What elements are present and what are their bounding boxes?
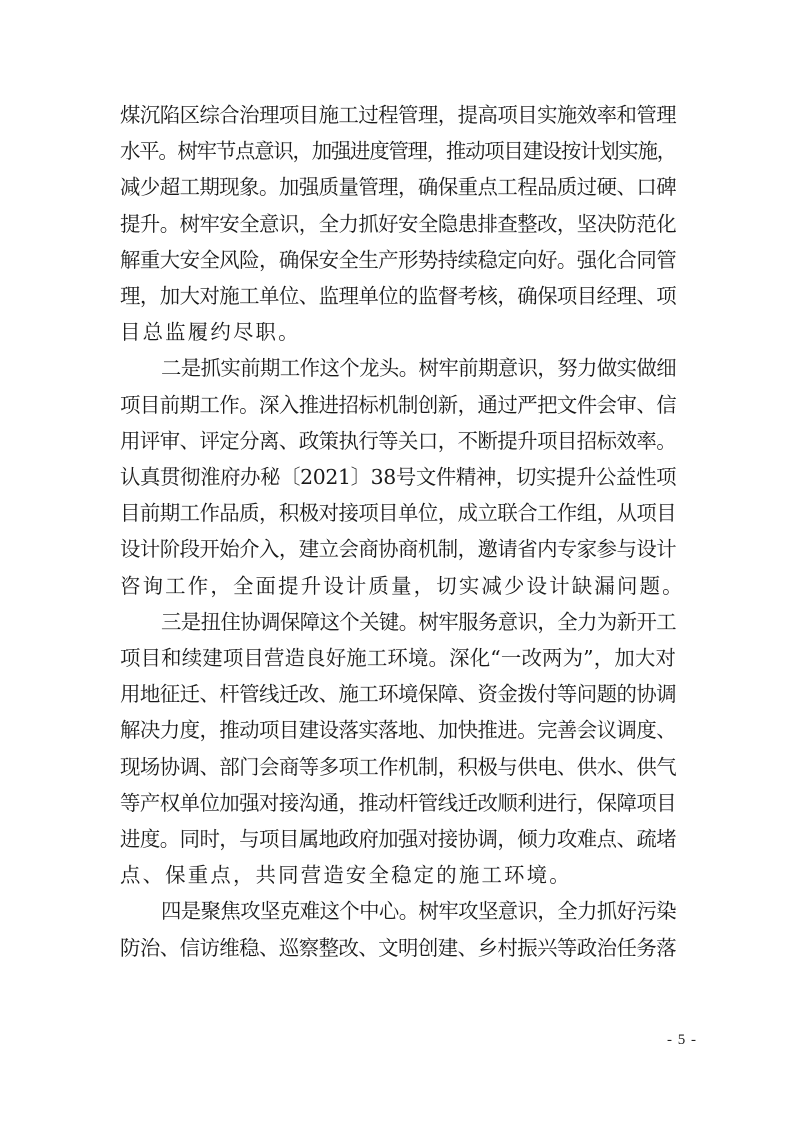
text-line: 现场协调、部门会商等多项工作机制，积极与供电、供水、供气: [120, 755, 677, 779]
text-line: 提升。树牢安全意识，全力抓好安全隐患排查整改，坚决防范化: [120, 212, 677, 236]
text-line: 水平。树牢节点意识，加强进度管理，推动项目建设按计划实施，: [120, 139, 676, 163]
text-line: 设计阶段开始介入，建立会商协商机制，邀请省内专家参与设计: [120, 537, 677, 561]
text-line: 项目前期工作。深入推进招标机制创新，通过严把文件会审、信: [120, 393, 677, 417]
text-line: 进度。同时，与项目属地政府加强对接协调，倾力攻难点、疏堵: [120, 827, 677, 851]
text-line: 用评审、评定分离、政策执行等关口，不断提升项目招标效率。: [120, 429, 677, 453]
text-line: 解决力度，推动项目建设落实落地、加快推进。完善会议调度、: [120, 718, 677, 742]
text-line: 点、保重点，共同营造安全稳定的施工环境。: [120, 863, 572, 887]
text-line: 三是扭住协调保障这个关键。树牢服务意识，全力为新开工: [161, 610, 677, 634]
text-line: 认真贯彻淮府办秘〔2021〕38号文件精神，切实提升公益性项: [120, 465, 677, 489]
text-line: 二是抓实前期工作这个龙头。树牢前期意识，努力做实做细: [161, 356, 677, 380]
text-line: 用地征迁、杆管线迁改、施工环境保障、资金拨付等问题的协调: [120, 682, 677, 706]
text-line: 目前期工作品质，积极对接项目单位，成立联合工作组，从项目: [120, 501, 677, 525]
text-line: 项目和续建项目营造良好施工环境。深化“一改两为”，加大对: [120, 646, 677, 670]
text-line: 咨询工作，全面提升设计质量，切实减少设计缺漏问题。: [120, 574, 685, 598]
text-line: 理，加大对施工单位、监理单位的监督考核，确保项目经理、项: [120, 284, 677, 308]
text-line: 目总监履约尽职。: [120, 320, 301, 344]
text-line: 四是聚焦攻坚克难这个中心。树牢攻坚意识，全力抓好污染: [161, 899, 677, 923]
text-line: 防治、信访维稳、巡察整改、文明创建、乡村振兴等政治任务落: [120, 936, 677, 960]
text-line: 煤沉陷区综合治理项目施工过程管理，提高项目实施效率和管理: [120, 103, 677, 127]
page-number: - 5 -: [667, 1032, 697, 1048]
text-line: 等产权单位加强对接沟通，推动杆管线迁改顺利进行，保障项目: [120, 791, 677, 815]
text-line: 解重大安全风险，确保安全生产形势持续稳定向好。强化合同管: [120, 248, 677, 272]
text-line: 减少超工期现象。加强质量管理，确保重点工程品质过硬、口碑: [120, 175, 677, 199]
